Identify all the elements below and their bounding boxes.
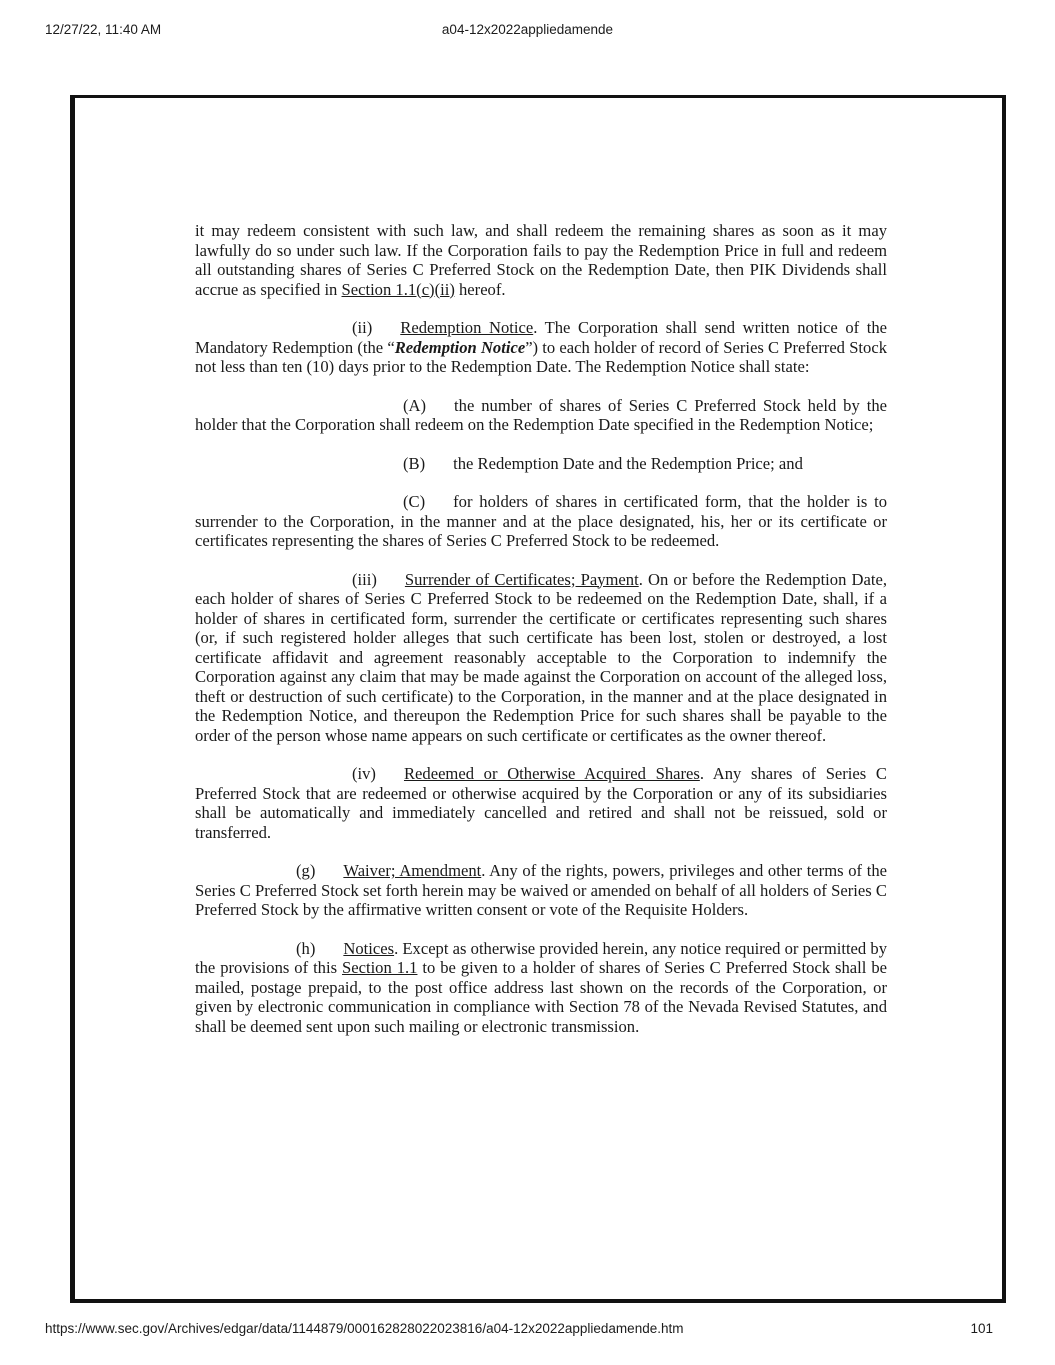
text-segment: hereof. [454, 279, 506, 299]
paragraph [195, 318, 887, 377]
paragraph [195, 492, 887, 551]
source-url: https://www.sec.gov/Archives/edgar/data/1144879/000162828022023816/a04-12x2022appliedamende.htm [45, 1321, 684, 1336]
text-segment: the Redemption Date and the Redemption Price; and [453, 453, 803, 473]
text-segment: (iii) [352, 569, 377, 589]
scanned-page [70, 95, 1006, 1303]
text-segment: ”) to each holder of record of Series C Preferred Stock not less than ten (10) days prior to the Redemption Date. The Redemption Notice shall state: [195, 337, 887, 376]
text-segment: to be given to a holder of shares of Series C Preferred Stock shall be mailed, postage prepaid, to the post office address last shown on the records of the Corporation, or given by electronic communication in compliance with Section 78 of the Nevada Revised Statutes, and shall be deemed sent upon such mailing or electronic transmission. [195, 958, 887, 1036]
document-title: a04-12x2022appliedamende [441, 22, 614, 37]
text-segment: for holders of shares in certificated form, that the holder is to surrender to the Corporation, in the manner and at the place designated, his, her or its certificate or certificates representing the shares of Series C Preferred Stock to be redeemed. [195, 492, 887, 550]
text-segment: (ii) [352, 318, 373, 337]
paragraph [195, 396, 887, 435]
page-number: 101 [970, 1321, 993, 1336]
text-segment: (iv) [352, 764, 376, 783]
text-segment: Section 1.1(c)(ii) [341, 279, 455, 299]
text-segment: the number of shares of Series C Preferred Stock held by the holder that the Corporation shall redeem on the Redemption Date specified in the Redemption Notice; [195, 395, 887, 434]
paragraph [195, 939, 887, 1037]
print-footer [0, 1321, 1055, 1341]
text-segment: Waiver; Amendment [343, 861, 482, 880]
text-segment: Section 1.1 [342, 958, 418, 977]
text-segment: (h) [296, 938, 316, 958]
text-segment: (A) [403, 395, 427, 415]
text-segment: (B) [403, 453, 426, 473]
text-segment: Redemption Notice [394, 337, 526, 357]
paragraph [195, 454, 887, 474]
text-segment: (g) [296, 861, 316, 880]
paragraph [195, 764, 887, 842]
text-segment: Notices [343, 938, 395, 958]
text-segment: . On or before the Redemption Date, each holder of shares of Series C Preferred Stock to be redeemed on the Redemption Date, shall, if a holder of shares in certificated form, surrender the certificate or certificates representing such shares (or, if such registered holder alleges that such certificate has been lost, stolen or destroyed, a lost certificate affidavit and agreement reasonably acceptable to the Corporation to indemnify the Corporation against any claim that may be made against the Corporation on account of the alleged loss, theft or destruction of such certificate) to the Corporation, in the manner and at the place designated in the Redemption Notice, and thereupon the Redemption Price for such shares shall be payable to the order of the person whose name appears on such certificate or certificates as the owner thereof. [195, 569, 887, 745]
text-segment: . Any shares of Series C Preferred Stock that are redeemed or otherwise acquired by the Corporation or any of its subsidiaries shall be automatically and immediately cancelled and retired and shall not be reissued, sold or transferred. [195, 764, 887, 842]
paragraph [195, 221, 887, 299]
print-datetime: 12/27/22, 11:40 AM [45, 22, 162, 37]
print-header [0, 22, 1055, 42]
text-segment: Surrender of Certificates; Payment [404, 569, 639, 589]
text-segment: (C) [403, 492, 426, 511]
text-segment: . Any of the rights, powers, privileges and other terms of the Series C Preferred Stock set forth herein may be waived or amended on behalf of all holders of Series C Preferred Stock by the affirmative written consent or vote of the Requisite Holders. [195, 861, 887, 919]
text-segment: it may redeem consistent with such law, and shall redeem the remaining shares as soon as it may lawfully do so under such law. If the Corporation fails to pay the Redemption Price in full and redeem all outstanding shares of Series C Preferred Stock on the Redemption Date, then PIK Dividends shall accrue as specified in [195, 221, 887, 299]
text-segment: . Except as otherwise provided herein, any notice required or permitted by the provisions of this [195, 938, 887, 977]
text-segment: . The Corporation shall send written notice of the Mandatory Redemption (the “ [195, 318, 887, 357]
paragraph [195, 570, 887, 746]
paragraph [195, 861, 887, 920]
page-paragraphs [195, 221, 887, 1055]
text-segment: Redemption Notice [400, 318, 534, 337]
text-segment: Redeemed or Otherwise Acquired Shares [403, 764, 700, 783]
